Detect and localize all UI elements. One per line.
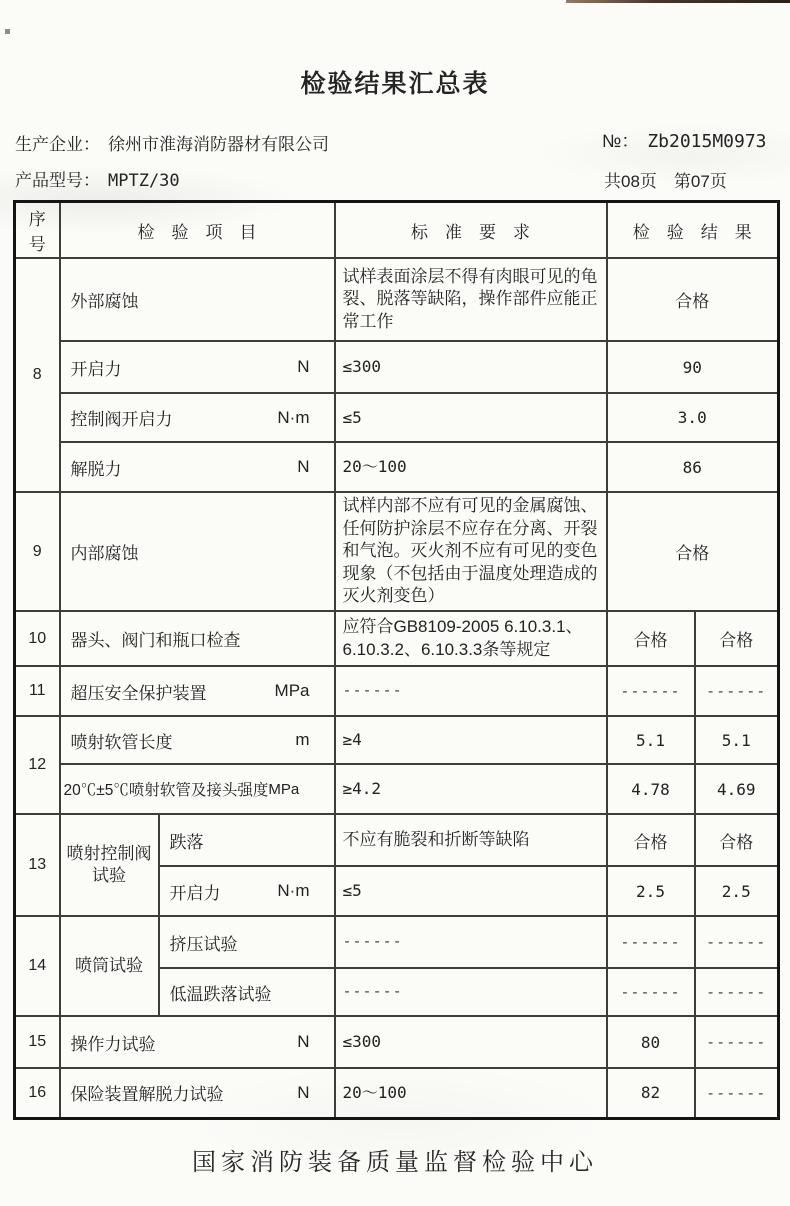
standard-cell: ------ — [335, 666, 607, 716]
result-cell: 5.1 — [607, 716, 695, 764]
sub-item-cell: 低温跌落试验 — [159, 968, 335, 1016]
inspection-results-table — [13, 200, 780, 1120]
item-cell: 20℃±5℃喷射软管及接头强度 MPa — [60, 764, 335, 814]
scan-artifact-strip — [566, 0, 790, 3]
pagination-line: 共08页 第07页 — [604, 172, 727, 191]
result-cell: 合格 — [607, 258, 779, 341]
standard-cell: ------ — [335, 968, 607, 1016]
item-cell: 操作力试验 N — [60, 1016, 335, 1068]
table-header-row — [15, 202, 779, 259]
serial-cell: 10 — [15, 611, 60, 666]
sub-item-cell: 跌落 — [159, 814, 335, 866]
issuing-organization: 国家消防装备质量监督检验中心 — [192, 1149, 598, 1176]
standard-cell: 试样内部不应有可见的金属腐蚀、任何防护涂层不应存在分离、开裂和气泡。灭火剂不应有可见的变色现象（不包括由于温度处理造成的灭火剂变色） — [335, 492, 607, 611]
item-cell: 开启力 N — [60, 341, 335, 393]
table-row — [15, 814, 779, 866]
standard-cell: 应符合GB8109-2005 6.10.3.1、6.10.3.2、6.10.3.3条等规定 — [335, 611, 607, 666]
standard-cell: 不应有脆裂和折断等缺陷 — [335, 814, 607, 866]
result-cell: 2.5 — [695, 866, 779, 916]
unit-label: N — [297, 1082, 310, 1102]
standard-cell: ≤300 — [335, 1016, 607, 1068]
sub-item-cell: 开启力 N·m — [159, 866, 335, 916]
unit-label: MPa — [268, 780, 300, 798]
result-cell: ------ — [607, 666, 695, 716]
serial-cell: 13 — [15, 814, 60, 916]
unit-label: MPa — [274, 681, 310, 701]
unit-label: m — [295, 730, 310, 750]
result-cell: 82 — [607, 1068, 695, 1118]
col-header-standard: 标 准 要 求 — [335, 202, 607, 259]
table-row — [15, 442, 779, 492]
table-row — [15, 611, 779, 666]
result-cell: ------ — [695, 916, 779, 968]
item-cell: 控制阀开启力 N·m — [60, 393, 335, 442]
unit-label: N·m — [277, 881, 310, 901]
table-row — [15, 716, 779, 764]
product-model-line — [15, 166, 180, 191]
result-cell: 合格 — [607, 814, 695, 866]
result-cell: 4.78 — [607, 764, 695, 814]
standard-cell: 20～100 — [335, 1068, 607, 1118]
report-number-label: №： — [602, 131, 640, 151]
product-model-label: 产品型号： — [15, 171, 100, 190]
result-cell: 3.0 — [607, 393, 779, 442]
unit-label: N — [297, 1032, 310, 1052]
result-cell: ------ — [695, 968, 779, 1016]
item-cell: 喷射软管长度 m — [60, 716, 335, 764]
table-row — [15, 393, 779, 442]
standard-cell: ≥4.2 — [335, 764, 607, 814]
standard-cell: ≤300 — [335, 341, 607, 393]
result-cell: 合格 — [695, 611, 779, 666]
table-row — [15, 1068, 779, 1118]
report-number-line — [602, 127, 767, 153]
result-cell: ------ — [607, 968, 695, 1016]
serial-cell: 14 — [15, 916, 60, 1016]
table-row — [15, 1016, 779, 1068]
result-cell: ------ — [695, 1068, 779, 1118]
standard-cell: ≥4 — [335, 716, 607, 764]
result-cell: 5.1 — [695, 716, 779, 764]
sub-item-cell: 挤压试验 — [159, 916, 335, 968]
report-number-value: Zb2015M0973 — [647, 131, 767, 152]
standard-cell: ≤5 — [335, 393, 607, 442]
manufacturer-line — [15, 130, 329, 155]
result-cell: ------ — [607, 916, 695, 968]
serial-cell: 11 — [15, 666, 60, 716]
col-header-serial: 序号 — [15, 202, 60, 259]
result-cell: 4.69 — [695, 764, 779, 814]
col-header-item: 检 验 项 目 — [60, 202, 335, 259]
result-cell: 80 — [607, 1016, 695, 1068]
scan-artifact-speck — [5, 29, 10, 34]
item-cell: 超压安全保护装置 MPa — [60, 666, 335, 716]
manufacturer-label: 生产企业： — [15, 135, 100, 154]
serial-cell: 12 — [15, 716, 60, 814]
standard-cell: ≤5 — [335, 866, 607, 916]
result-cell: ------ — [695, 1016, 779, 1068]
page-title: 检验结果汇总表 — [300, 70, 490, 98]
serial-cell: 15 — [15, 1016, 60, 1068]
serial-cell: 16 — [15, 1068, 60, 1118]
result-cell: 86 — [607, 442, 779, 492]
serial-cell: 8 — [15, 258, 60, 492]
unit-label: N — [297, 457, 310, 476]
table-row — [15, 666, 779, 716]
product-model-value: MPTZ/30 — [108, 171, 180, 191]
item-cell: 内部腐蚀 — [60, 492, 335, 611]
item-cell: 器头、阀门和瓶口检查 — [60, 611, 335, 666]
item-cell: 外部腐蚀 — [60, 258, 335, 341]
table-row — [15, 764, 779, 814]
table-row — [15, 492, 779, 611]
table-row — [15, 916, 779, 968]
table-row — [15, 258, 779, 341]
standard-cell: 20～100 — [335, 442, 607, 492]
col-header-result: 检 验 结 果 — [607, 202, 779, 259]
unit-label: N — [297, 357, 310, 376]
result-cell: 90 — [607, 341, 779, 393]
item-cell: 解脱力 N — [60, 442, 335, 492]
item-group-cell: 喷筒试验 — [60, 916, 159, 1016]
result-cell: 合格 — [607, 611, 695, 666]
item-cell: 保险装置解脱力试验 N — [60, 1068, 335, 1118]
manufacturer-name: 徐州市淮海消防器材有限公司 — [108, 135, 329, 154]
standard-cell: 试样表面涂层不得有肉眼可见的龟裂、脱落等缺陷，操作部件应能正常工作 — [335, 258, 607, 341]
result-cell: 合格 — [607, 492, 779, 611]
serial-cell: 9 — [15, 492, 60, 611]
result-cell: 2.5 — [607, 866, 695, 916]
item-group-cell: 喷射控制阀试验 — [60, 814, 159, 916]
result-cell: ------ — [695, 666, 779, 716]
standard-cell: ------ — [335, 916, 607, 968]
table-row — [15, 341, 779, 393]
result-cell: 合格 — [695, 814, 779, 866]
unit-label: N·m — [277, 407, 310, 427]
